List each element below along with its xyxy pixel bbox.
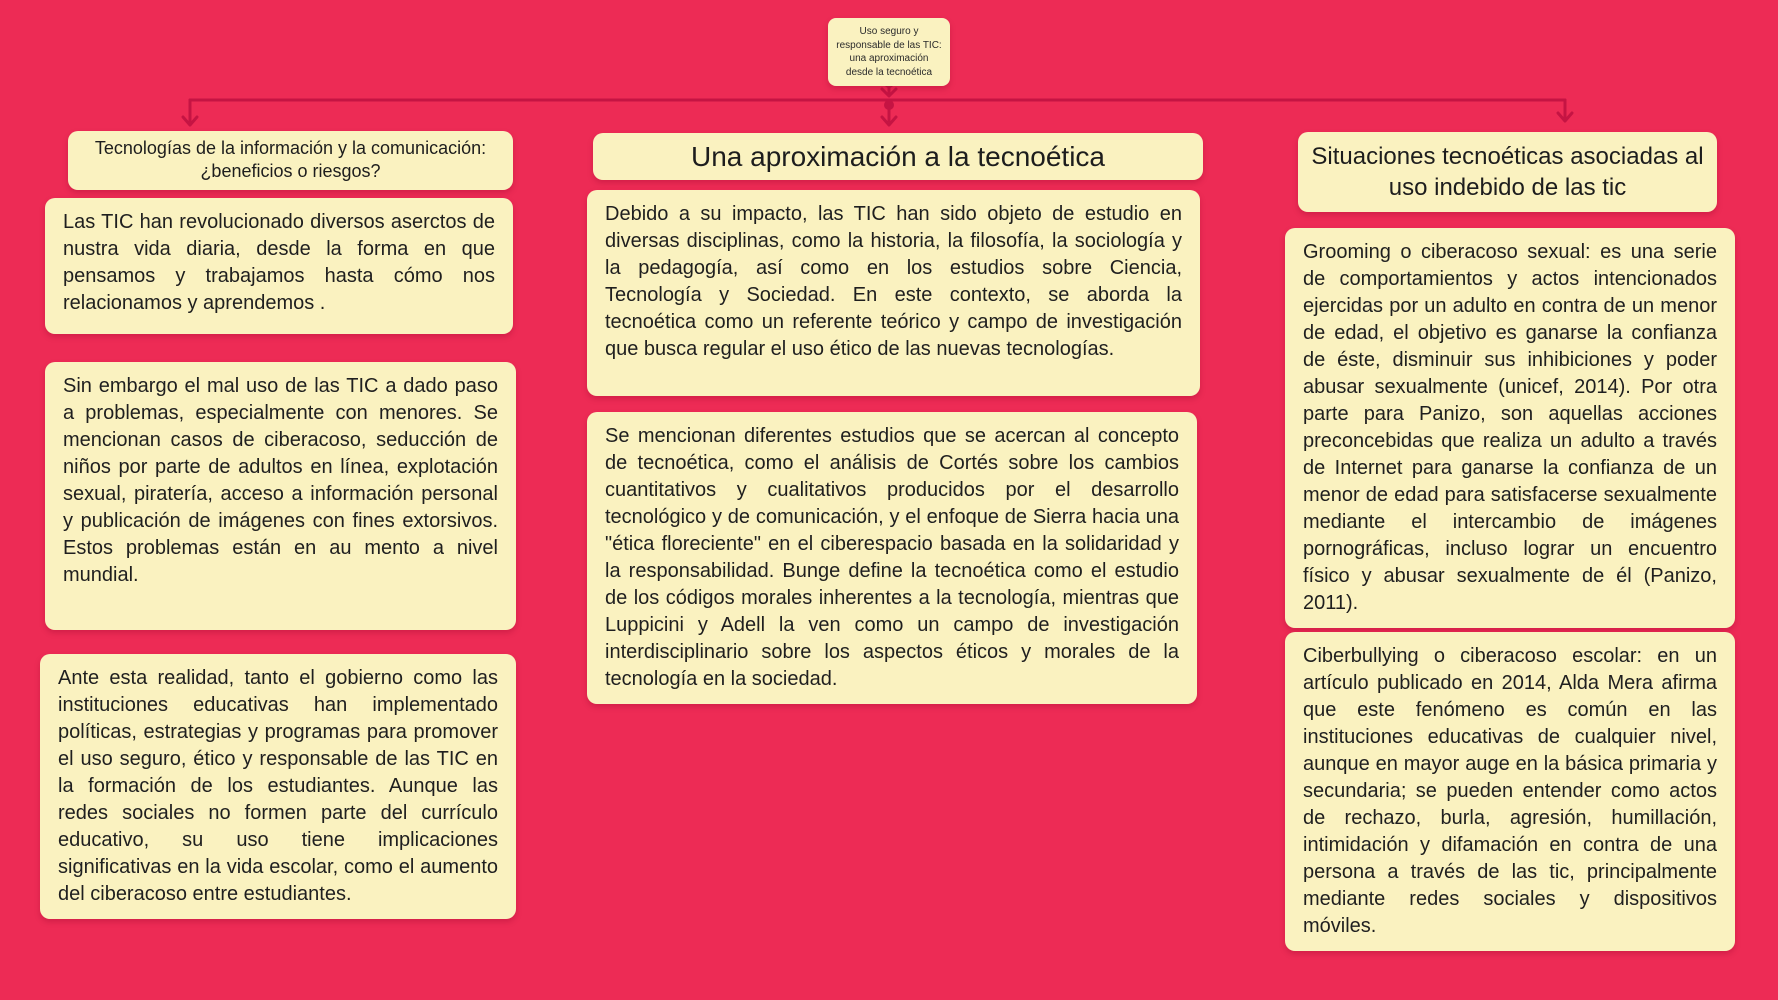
text-node-ciberbullying: Ciberbullying o ciberacoso escolar: en un artículo publicado en 2014, Alda Mera afirma que este fenómeno es común en las instituciones educativas de cualquier nivel, aunque en mayor auge en la básica primaria y secundaria; se pueden entender como actos de rechazo, burla, agresión, humillación, intimidación y difamación en contra de una persona a través de las tic, principalmente mediante redes sociales y dispositivos móviles. — [1285, 632, 1735, 951]
text-node-tic-objeto-estudio: Debido a su impacto, las TIC han sido objeto de estudio en diversas disciplinas, como la historia, la filosofía, la sociología y la pedagogía, así como en los estudios sobre Ciencia, Tecnología y Sociedad. En este contexto, se aborda la tecnoética como un referente teórico y campo de investigación que busca regular el uso ético de las nuevas tecnologías. — [587, 190, 1200, 396]
column-title-aproximacion-tecnoetica — [593, 133, 1203, 180]
column-title-tic-beneficios-riesgos — [68, 131, 513, 190]
text-node-tic-revolucion: Las TIC han revolucionado diversos aserctos de nustra vida diaria, desde la forma en que pensamos y trabajamos hasta cómo nos relacionamos y aprendemos . — [45, 198, 513, 334]
column-title-label: Situaciones tecnoéticas asociadas al uso indebido de las tic — [1311, 142, 1704, 201]
column-title-situaciones-tecnoeticas — [1298, 132, 1717, 212]
text-node-grooming: Grooming o ciberacoso sexual: es una serie de comportamientos y actos intencionados ejercidas por un adulto en contra de un menor de edad, el objetivo es ganarse la confianza de éste, disminuir sus inhibiciones y poder abusar sexualmente (unicef, 2014). Por otra parte para Panizo, son aquellas acciones preconcebidas que realiza un adulto a través de Internet para ganarse la confianza de un menor de edad para satisfacerse sexualmente mediante el intercambio de imágenes pornográficas, incluso lograr un encuentro físico y abusar sexualmente de él (Panizo, 2011). — [1285, 228, 1735, 628]
arrow-down-icon — [183, 117, 197, 125]
text-node-mal-uso-tic: Sin embargo el mal uso de las TIC a dado paso a problemas, especialmente con menores. Se mencionan casos de ciberacoso, seducción de niños por parte de adultos en línea, explotación sexual, piratería, acceso a información personal y publicación de imágenes con fines extorsivos. Estos problemas están en au mento a nivel mundial. — [45, 362, 516, 630]
root-node — [828, 18, 950, 86]
root-node-label: Uso seguro y responsable de las TIC: una aproximación desde la tecnoética — [836, 26, 942, 78]
text-node-estudios-tecnoetica: Se mencionan diferentes estudios que se acercan al concepto de tecnoética, como el análisis de Cortés sobre los cambios cuantitativos y cualitativos producidos por el desarrollo tecnológico y de comunicación, y el enfoque de Sierra hacia una "ética floreciente" en el ciberespacio basada en la solidaridad y la responsabilidad. Bunge define la tecnoética como el estudio de los códigos morales inherentes a la tecnología, mientras que Luppicini y Adell la ven como un campo de investigación interdisciplinario sobre los aspectos éticos y morales de la tecnología en la sociedad. — [587, 412, 1197, 704]
text-node-politicas-educativas: Ante esta realidad, tanto el gobierno como las instituciones educativas han implementado políticas, estrategias y programas para promover el uso seguro, ético y responsable de las TIC en la formación de los estudiantes. Aunque las redes sociales no formen parte del currículo educativo, su uso tiene implicaciones significativas en la vida escolar, como el aumento del ciberacoso entre estudiantes. — [40, 654, 516, 919]
connector-dot — [884, 100, 894, 110]
arrow-down-icon — [882, 89, 896, 96]
column-title-label: Tecnologías de la información y la comunicación: ¿beneficios o riesgos? — [94, 138, 487, 182]
arrow-down-icon — [882, 117, 896, 125]
column-title-label: Una aproximación a la tecnoética — [690, 141, 1105, 172]
arrow-down-icon — [1558, 113, 1572, 121]
